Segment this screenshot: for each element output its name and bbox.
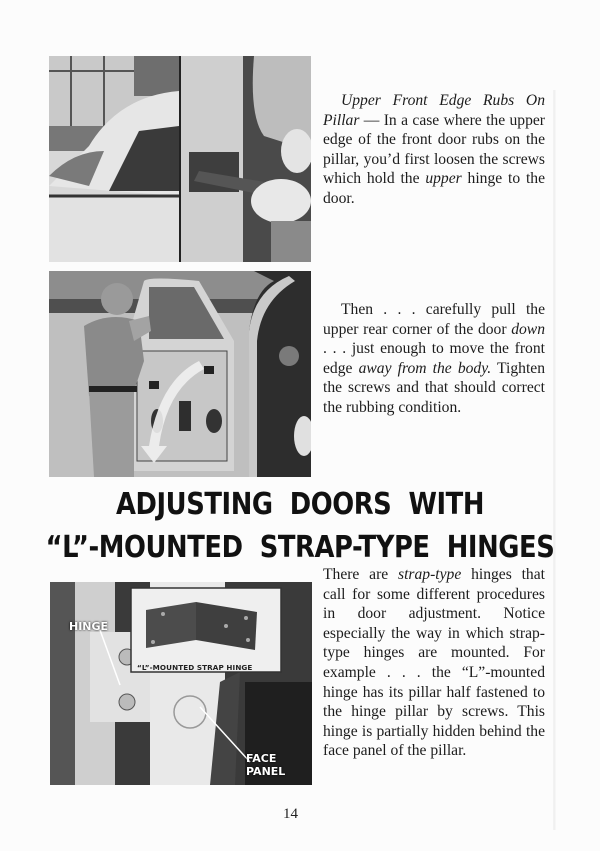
para2-emphasis-away: away from the body. <box>358 359 492 377</box>
dash: — <box>359 111 384 129</box>
photo-pull-door <box>49 271 311 477</box>
para2-emphasis-down: down <box>511 320 545 338</box>
photo-upper-hinge <box>49 56 311 262</box>
para2-text-c: Tighten the screws and that should correct the rubbing condition. <box>323 359 545 416</box>
label-panel: PANEL <box>246 765 286 778</box>
para3-emphasis: strap-type <box>398 566 462 583</box>
photo-pull-door-illustration <box>49 271 311 477</box>
paragraph-upper-edge <box>323 91 545 209</box>
para1-text-b: hinge to the door. <box>323 170 545 207</box>
para3-text-a: There are <box>323 566 399 583</box>
run-in-title: Upper Front Edge Rubs On Pillar <box>323 92 545 129</box>
label-inset-caption: “L”-MOUNTED STRAP HINGE <box>137 663 253 672</box>
page-number: 14 <box>283 806 298 822</box>
paragraph-strap-hinges <box>323 565 545 761</box>
para3-text-b: hinges that call for some different procedures in door adjustment. Notice especially the way in which strap-type hinges are mounted. For example . . . the “L”-mounted hinge has its pillar half fastened to the hinge pillar by screws. This hinge is partially hidden behind the face panel of the pillar. <box>323 566 545 760</box>
paragraph-pull-door <box>323 300 545 418</box>
para2-text-a: Then . . . carefully pull the upper rear corner of the door <box>323 301 545 338</box>
photo-strap-hinge <box>50 582 312 785</box>
label-hinge: HINGE <box>69 620 109 633</box>
para1-text-a: In a case where the upper edge of the front door rubs on the pillar, you’d first loosen the screws which hold the <box>323 111 545 188</box>
page-edge-shadow <box>553 90 556 830</box>
para2-text-b: . . . just enough to move the front edge <box>323 340 545 377</box>
para1-emphasis: upper <box>425 170 462 188</box>
photo-upper-hinge-illustration <box>49 56 311 262</box>
section-heading-line-2: “L”-MOUNTED STRAP-TYPE HINGES <box>45 530 555 565</box>
label-face: FACE <box>246 752 277 765</box>
section-heading-line-1: ADJUSTING DOORS WITH <box>115 487 485 522</box>
